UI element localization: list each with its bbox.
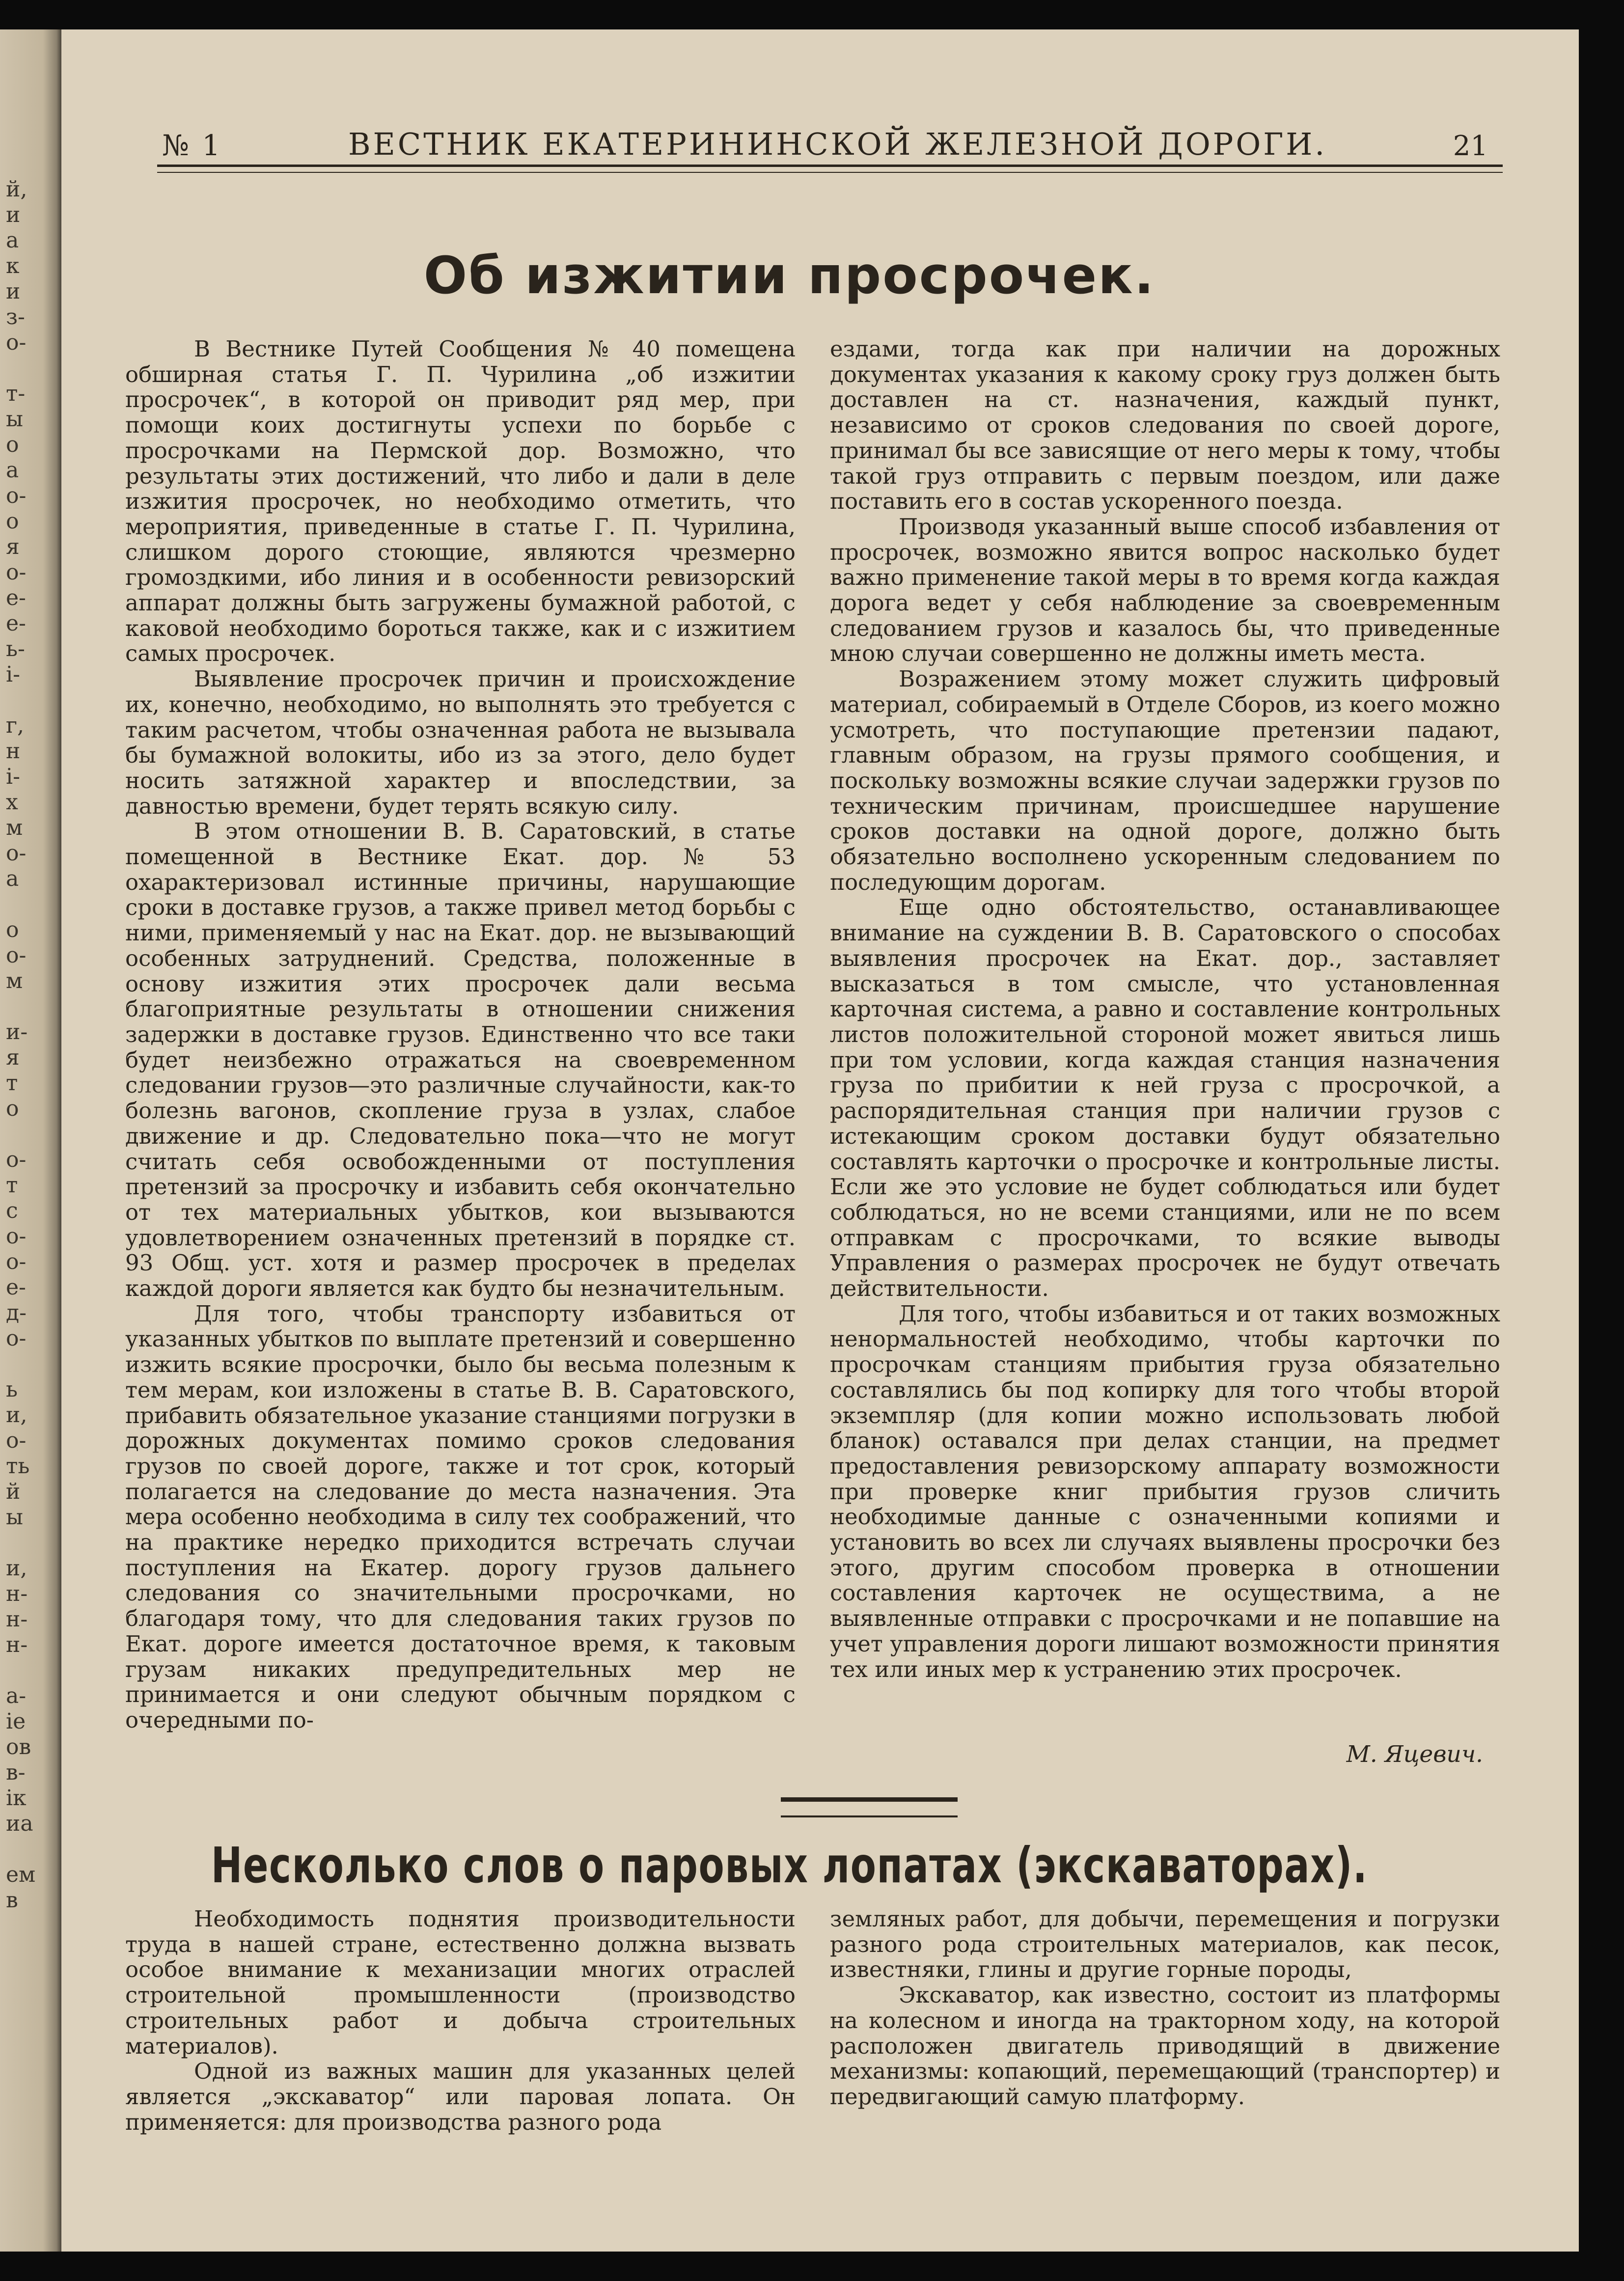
author-signature: М. Яцевич. bbox=[1346, 1741, 1483, 1768]
margin-fragment: н- bbox=[6, 1581, 28, 1606]
article1-column-left bbox=[125, 336, 796, 1756]
article-divider bbox=[781, 1797, 958, 1817]
article1-paragraph: В Вестнике Путей Сообщения № 40 помещена обширная статья Г. П. Чурилина „об изжитии просрочек“, в которой он приводит ряд мер, при помощи коих достигнуты успехи по борьбе с просрочками на Пермской дор. Возможно, что результаты этих достижений, что либо и дали в деле изжития просрочек, но необходимо отметить, что мероприятия, приведенные в статье Г. П. Чурилина, слишком дорого стоющие, являются чрезмерно громоздкими, ибо линия и в особенности ревизорский аппарат должны быть загружены бумажной работой, с каковой необходимо бороться также, как и с изжитием самых просрочек. bbox=[125, 336, 796, 667]
margin-fragment: и, bbox=[6, 1402, 28, 1428]
margin-fragment: ь bbox=[6, 1377, 18, 1402]
margin-fragment: й, bbox=[6, 177, 28, 202]
article1-title: Об изжитии просрочек. bbox=[423, 246, 1156, 305]
margin-fragment bbox=[6, 1351, 21, 1377]
margin-fragment bbox=[6, 1530, 21, 1556]
margin-fragment: о- bbox=[6, 1224, 27, 1249]
margin-fragment: и bbox=[6, 279, 21, 304]
margin-fragment: е- bbox=[6, 1275, 26, 1300]
margin-fragment bbox=[6, 994, 21, 1019]
issue-number: № 1 bbox=[162, 129, 222, 162]
article1-paragraph: В этом отношении В. В. Саратовский, в статье помещенной в Вестнике Екат. дор. № 53 охарактеризовал истинные причины, нарушающие сроки в доставке грузов, а также привел метод борьбы с ними, применяемый у нас на Екат. дор. не вызывающий особенных затруднений. Средства, положенные в основу изжития этих просрочек дали весьма благоприятные результаты в отношении снижения задержки в доставке грузов. Единственно что все таки будет неизбежно отражаться на своевременном следовании грузов—это различные случайности, как-то болезнь вагонов, скопление груза в узлах, слабое движение и др. Следовательно пока—что не могут считать себя освобожденными от поступления претензий за просрочку и избавить себя окончательно от тех материальных убытков, кои вызываются удовлетворением означенных претензий в порядке ст. 93 Общ. уст. хотя и размер просрочек в пределах каждой дороги является как будто бы незначительным. bbox=[125, 818, 796, 1302]
margin-fragment: ть bbox=[6, 1454, 30, 1479]
margin-fragment: о- bbox=[6, 1147, 27, 1172]
margin-fragment: о bbox=[6, 509, 19, 534]
margin-fragment bbox=[6, 1122, 21, 1147]
margin-fragment: а- bbox=[6, 1683, 27, 1708]
margin-fragment: і- bbox=[6, 764, 20, 789]
margin-fragment: м bbox=[6, 815, 23, 840]
margin-fragment: о- bbox=[6, 1326, 27, 1351]
article1-paragraph: Еще одно обстоятельство, останавливающее внимание на суждении В. В. Саратовского о способах выявления просрочек на Екат. дор., заставляет высказаться в том смысле, что установленная карточная система, а равно и составление контрольных листов положительной стороной может явиться лишь при том условии, когда каждая станция назначения груза по прибитии к ней груза с просрочкой, а распорядительная станция при наличии грузов с истекающим сроком доставки будут обязательно составлять карточки о просрочке и контрольные листы. Если же это условие не будет соблюдаться или будет соблюдаться, но не всеми станциями, или не по всем отправкам с просрочками, то всякие выводы Управления о размерах просрочек не будут отвечать действительности. bbox=[830, 894, 1500, 1302]
publication-title: ВЕСТНИК ЕКАТЕРИНИНСКОЙ ЖЕЛЕЗНОЙ ДОРОГИ. bbox=[348, 126, 1327, 162]
adjacent-page-fragments bbox=[6, 177, 36, 1994]
margin-fragment: с bbox=[6, 1198, 18, 1223]
margin-fragment bbox=[6, 687, 21, 713]
article2-column-left bbox=[125, 1906, 796, 2135]
margin-fragment: ы bbox=[6, 1505, 24, 1530]
article1-paragraph-continued: ездами, тогда как при наличии на дорожных документах указания к какому сроку груз должен быть доставлен на ст. назначения, каждый пункт, независимо от сроков следования по своей дороге, принимал бы все зависящие от него меры к тому, чтобы такой груз отправить с первым поездом, или даже поставить его в состав ускоренного поезда. bbox=[830, 336, 1500, 515]
margin-fragment: я bbox=[6, 534, 20, 559]
margin-fragment: о- bbox=[6, 943, 27, 968]
margin-fragment: о bbox=[6, 1096, 19, 1121]
margin-fragment: ем bbox=[6, 1862, 36, 1887]
margin-fragment: а bbox=[6, 866, 19, 891]
margin-fragment bbox=[6, 1837, 21, 1862]
margin-fragment: й bbox=[6, 1479, 21, 1504]
margin-fragment: я bbox=[6, 1045, 20, 1070]
margin-fragment: т- bbox=[6, 381, 26, 406]
page-number: 21 bbox=[1453, 130, 1488, 162]
running-head bbox=[162, 118, 1488, 162]
margin-fragment: н bbox=[6, 739, 21, 764]
article1-column-right bbox=[830, 336, 1500, 1751]
margin-fragment: е- bbox=[6, 611, 26, 636]
margin-fragment: в- bbox=[6, 1760, 26, 1785]
article1-paragraph: Производя указанный выше способ избавления от просрочек, возможно явится вопрос насколько будет важно применение такой меры в то время когда каждая дорога ведет у себя наблюдение за своевременным следованием грузов и казалось бы, что приведенные мною случаи совершенно не должны иметь места. bbox=[830, 513, 1500, 667]
margin-fragment: ов bbox=[6, 1734, 31, 1759]
article2-paragraph: Одной из важных машин для указанных целей является „экскаватор“ или паровая лопата. Он применяется: для производства разного рода bbox=[125, 2058, 796, 2135]
article1-paragraph: Возражением этому может служить цифровый материал, собираемый в Отделе Сборов, из коего можно усмотреть, что поступающие претензии падают, главным образом, на грузы прямого сообщения, и поскольку возможны всякие случаи задержки грузов по техническим причинам, происшедшее нарушение сроков доставки на одной дороге, должно быть обязательно восполнено ускоренным следованием по последующим дорогам. bbox=[830, 666, 1500, 895]
margin-fragment: іе bbox=[6, 1709, 26, 1734]
margin-fragment: и, bbox=[6, 1556, 28, 1581]
margin-fragment: а bbox=[6, 458, 19, 483]
margin-fragment: о- bbox=[6, 560, 27, 585]
article1-paragraph: Для того, чтобы избавиться и от таких возможных ненормальностей необходимо, чтобы карточки по просрочкам станциям прибытия груза обязательно составлялись бы под копирку для того чтобы второй экземпляр (для копии можно использовать любой бланок) оставался при делах станции, на предмет предоставления ревизорскому аппарату возможности при проверке книг прибытия грузов сличить необходимые данные с означенными копиями и установить во всех ли случаях выявлены просрочки без этого, другим способом проверка в отношении составления карточек не осуществима, а не выявленные отправки с просрочками и не попавшие на учет управления дороги лишают возможности принятия тех или иных мер к устранению этих просрочек. bbox=[830, 1300, 1500, 1682]
margin-fragment: о bbox=[6, 917, 19, 942]
margin-fragment: д- bbox=[6, 1300, 27, 1325]
margin-fragment: о- bbox=[6, 1249, 27, 1274]
margin-fragment: х bbox=[6, 790, 18, 815]
article2-paragraph-continued: земляных работ, для добычи, перемещения и погрузки разного рода строительных материалов, как песок, известняки, глины и другие горные породы, bbox=[830, 1906, 1500, 1983]
article2-paragraph: Экскаватор, как известно, состоит из платформы на колесном и иногда на тракторном ходу, на которой расположен двигатель приводящий в движение механизмы: копающий, перемещающий (транспортер) и передвигающий самую платформу. bbox=[830, 1982, 1500, 2110]
article1-paragraph: Для того, чтобы транспорту избавиться от указанных убытков по выплате претензий и совершенно изжить всякие просрочки, было бы весьма полезным к тем мерам, кои изложены в статье В. В. Саратовского, прибавить обязательное указание станциями погрузки в дорожных документах помимо сроков следования грузов по своей дороге, также и тот срок, который полагается на следование до места назначения. Эта мера особенно необходима в силу тех соображений, что на практике нередко приходится встречать случаи поступления на Екатер. дорогу грузов дальнего следования со значительными просрочками, но благодаря тому, что для следования таких грузов по Екат. дороге имеется достаточное время, к таковым грузам никаких предупредительных мер не принимается и они следуют обычным порядком с очередными по- bbox=[125, 1300, 796, 1733]
margin-fragment: и bbox=[6, 202, 21, 227]
margin-fragment: ь- bbox=[6, 636, 25, 661]
margin-fragment: н- bbox=[6, 1632, 28, 1657]
margin-fragment: а bbox=[6, 228, 19, 253]
margin-fragment: о- bbox=[6, 483, 27, 508]
newspaper-page bbox=[0, 29, 1579, 2252]
margin-fragment: в bbox=[6, 1888, 18, 1913]
margin-fragment: и- bbox=[6, 1019, 28, 1044]
header-rule bbox=[157, 165, 1503, 173]
margin-fragment: і- bbox=[6, 662, 20, 687]
margin-fragment: ік bbox=[6, 1786, 27, 1811]
margin-fragment: е- bbox=[6, 585, 26, 610]
margin-fragment: ы bbox=[6, 407, 24, 432]
margin-fragment: иа bbox=[6, 1811, 33, 1836]
margin-fragment bbox=[6, 1658, 21, 1683]
margin-fragment: о- bbox=[6, 1428, 27, 1453]
margin-fragment: к bbox=[6, 253, 20, 278]
margin-fragment bbox=[6, 356, 21, 381]
article2-column-right bbox=[830, 1906, 1500, 2132]
margin-fragment: з- bbox=[6, 304, 25, 330]
margin-fragment: г, bbox=[6, 713, 25, 738]
article2-paragraph: Необходимость поднятия производительности труда в нашей стране, естественно должна вызвать особое внимание к механизации многих отраслей строительной промышленности (производство строительных работ и добыча строительных материалов). bbox=[125, 1906, 796, 2059]
margin-fragment: о- bbox=[6, 841, 27, 866]
margin-fragment: т bbox=[6, 1071, 18, 1096]
margin-fragment: о bbox=[6, 432, 19, 457]
margin-fragment bbox=[6, 892, 21, 917]
margin-fragment: о- bbox=[6, 330, 27, 355]
binding-gutter bbox=[0, 29, 61, 2252]
margin-fragment: м bbox=[6, 968, 23, 993]
article2-title: Несколько слов о паровых лопатах (экскаваторах). bbox=[211, 1837, 1368, 1894]
margin-fragment: т bbox=[6, 1173, 18, 1198]
article1-paragraph: Выявление просрочек причин и происхождение их, конечно, необходимо, но выполнять это требуется с таким расчетом, чтобы означенная работа не вызывала бы бумажной волокиты, ибо из за этого, дело будет носить затяжной характер и впоследствии, за давностью времени, будет терять всякую силу. bbox=[125, 666, 796, 819]
margin-fragment: н- bbox=[6, 1607, 28, 1632]
